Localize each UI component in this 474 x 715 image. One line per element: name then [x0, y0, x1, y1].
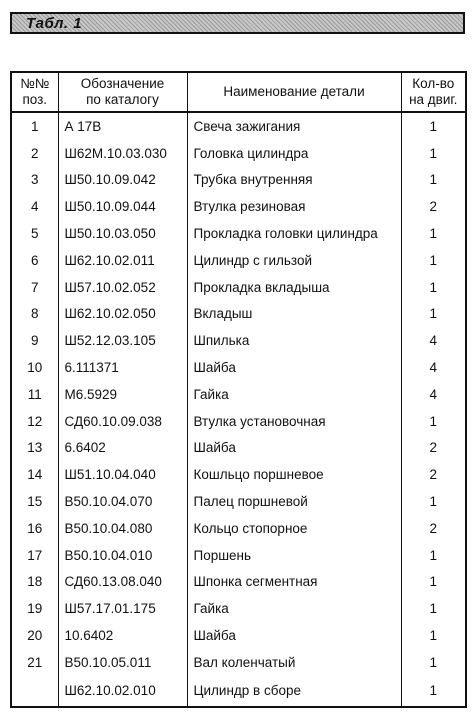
part-name-cell: Шпонка сегментная: [187, 569, 401, 596]
catalog-number-cell: Ш51.10.04.040: [58, 461, 187, 488]
part-name-cell: Втулка установочная: [187, 408, 401, 435]
part-name-cell: Шайба: [187, 622, 401, 649]
quantity-cell: 1: [401, 167, 466, 194]
part-name-cell: Поршень: [187, 542, 401, 569]
header-catalog-line2: по каталогу: [86, 92, 159, 107]
part-name-cell: Прокладка вкладыша: [187, 274, 401, 301]
quantity-cell: 1: [401, 595, 466, 622]
header-part-name: Наименование детали: [187, 72, 401, 112]
header-quantity-line2: на двиг.: [409, 92, 458, 107]
position-cell: 4: [11, 193, 58, 220]
catalog-number-cell: 6.111371: [58, 354, 187, 381]
table-row: [11, 515, 466, 542]
position-cell: 13: [11, 435, 58, 462]
position-cell: 11: [11, 381, 58, 408]
table-row: [11, 542, 466, 569]
quantity-cell: 4: [401, 354, 466, 381]
quantity-cell: 1: [401, 488, 466, 515]
part-name-cell: Кольцо стопорное: [187, 515, 401, 542]
quantity-cell: 1: [401, 542, 466, 569]
catalog-number-cell: Ш57.17.01.175: [58, 595, 187, 622]
table-row: [11, 649, 466, 676]
position-cell: 3: [11, 167, 58, 194]
position-cell: 8: [11, 301, 58, 328]
position-cell: 10: [11, 354, 58, 381]
position-cell: 19: [11, 595, 58, 622]
table-row: [11, 569, 466, 596]
position-cell: 17: [11, 542, 58, 569]
catalog-number-cell: Ш52.12.03.105: [58, 327, 187, 354]
position-cell: 5: [11, 220, 58, 247]
position-cell: 12: [11, 408, 58, 435]
catalog-number-cell: СД60.10.09.038: [58, 408, 187, 435]
table-row: [11, 461, 466, 488]
table-header-row: [11, 72, 466, 112]
table-row: [11, 622, 466, 649]
catalog-number-cell: Ш50.10.09.044: [58, 193, 187, 220]
quantity-cell: 1: [401, 112, 466, 140]
part-name-cell: Шайба: [187, 354, 401, 381]
part-name-cell: Головка цилиндра: [187, 140, 401, 167]
quantity-cell: 1: [401, 569, 466, 596]
parts-table: [10, 71, 467, 708]
catalog-number-cell: В50.10.04.010: [58, 542, 187, 569]
quantity-cell: 4: [401, 381, 466, 408]
quantity-cell: 1: [401, 408, 466, 435]
header-quantity: [401, 72, 466, 112]
table-row: [11, 408, 466, 435]
quantity-cell: 1: [401, 622, 466, 649]
part-name-cell: Трубка внутренняя: [187, 167, 401, 194]
header-catalog-number: [58, 72, 187, 112]
table-title-bar: [10, 12, 465, 34]
quantity-cell: 4: [401, 327, 466, 354]
part-name-cell: Цилиндр в сборе: [187, 676, 401, 707]
catalog-number-cell: Ш62.10.02.050: [58, 301, 187, 328]
quantity-cell: 1: [401, 274, 466, 301]
catalog-number-cell: Ш57.10.02.052: [58, 274, 187, 301]
part-name-cell: Цилиндр с гильзой: [187, 247, 401, 274]
part-name-cell: Вал коленчатый: [187, 649, 401, 676]
quantity-cell: 1: [401, 220, 466, 247]
position-cell: 21: [11, 649, 58, 676]
catalog-number-cell: СД60.13.08.040: [58, 569, 187, 596]
quantity-cell: 2: [401, 461, 466, 488]
table-row: [11, 140, 466, 167]
catalog-number-cell: Ш62.10.02.011: [58, 247, 187, 274]
catalog-number-cell: В50.10.04.070: [58, 488, 187, 515]
quantity-cell: 2: [401, 193, 466, 220]
catalog-number-cell: Ш50.10.09.042: [58, 167, 187, 194]
catalog-number-cell: 10.6402: [58, 622, 187, 649]
table-row: [11, 327, 466, 354]
position-cell: 18: [11, 569, 58, 596]
header-quantity-line1: Кол-во: [412, 76, 455, 91]
table-row: [11, 247, 466, 274]
catalog-number-cell: М6.5929: [58, 381, 187, 408]
header-position: [11, 72, 58, 112]
table-row: [11, 274, 466, 301]
part-name-cell: Шайба: [187, 435, 401, 462]
part-name-cell: Гайка: [187, 595, 401, 622]
catalog-number-cell: В50.10.05.011: [58, 649, 187, 676]
part-name-cell: Гайка: [187, 381, 401, 408]
part-name-cell: Вкладыш: [187, 301, 401, 328]
table-row: [11, 676, 466, 707]
table-title: Табл. 1: [26, 15, 83, 32]
quantity-cell: 2: [401, 515, 466, 542]
header-position-line1: №№: [20, 76, 50, 91]
quantity-cell: 1: [401, 676, 466, 707]
quantity-cell: 1: [401, 247, 466, 274]
part-name-cell: Шпилька: [187, 327, 401, 354]
quantity-cell: 1: [401, 140, 466, 167]
header-position-line2: поз.: [22, 92, 48, 107]
table-row: [11, 220, 466, 247]
table-row: [11, 112, 466, 140]
catalog-number-cell: А 17В: [58, 112, 187, 140]
catalog-number-cell: Ш62.10.02.010: [58, 676, 187, 707]
position-cell: 16: [11, 515, 58, 542]
header-catalog-line1: Обозначение: [80, 76, 165, 91]
catalog-number-cell: В50.10.04.080: [58, 515, 187, 542]
position-cell: 14: [11, 461, 58, 488]
catalog-number-cell: 6.6402: [58, 435, 187, 462]
table-row: [11, 301, 466, 328]
position-cell: 9: [11, 327, 58, 354]
position-cell: 1: [11, 112, 58, 140]
position-cell: 7: [11, 274, 58, 301]
position-cell: 2: [11, 140, 58, 167]
position-cell: 6: [11, 247, 58, 274]
quantity-cell: 1: [401, 649, 466, 676]
part-name-cell: Прокладка головки цилиндра: [187, 220, 401, 247]
part-name-cell: Кошльцо поршневое: [187, 461, 401, 488]
position-cell: 15: [11, 488, 58, 515]
quantity-cell: 1: [401, 301, 466, 328]
table-row: [11, 167, 466, 194]
quantity-cell: 2: [401, 435, 466, 462]
position-cell: 20: [11, 622, 58, 649]
catalog-number-cell: Ш62М.10.03.030: [58, 140, 187, 167]
position-cell: [11, 676, 58, 707]
part-name-cell: Втулка резиновая: [187, 193, 401, 220]
table-row: [11, 354, 466, 381]
table-row: [11, 488, 466, 515]
table-row: [11, 595, 466, 622]
table-row: [11, 193, 466, 220]
table-row: [11, 435, 466, 462]
part-name-cell: Свеча зажигания: [187, 112, 401, 140]
part-name-cell: Палец поршневой: [187, 488, 401, 515]
table-row: [11, 381, 466, 408]
catalog-number-cell: Ш50.10.03.050: [58, 220, 187, 247]
